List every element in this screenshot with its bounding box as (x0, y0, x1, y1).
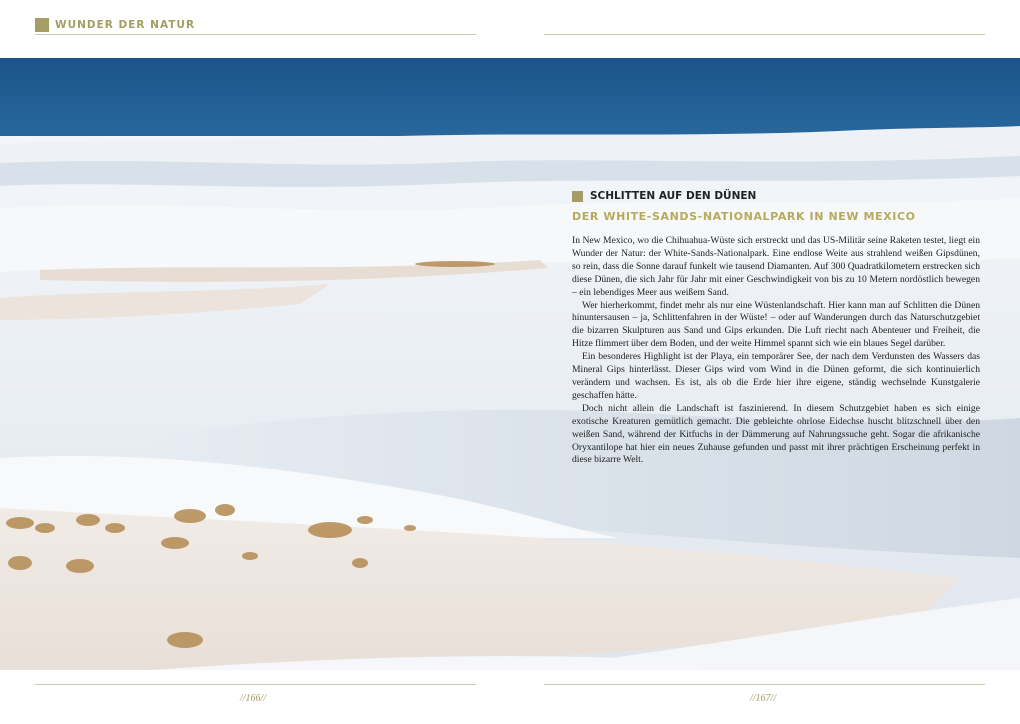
article-paragraph: Doch nicht allein die Landschaft ist faszinierend. In diesem Schutzgebiet haben es sich einige exotische Kreaturen gemütlich gemacht. Die gebleichte ohrlose Eidechse huscht blitzschnell über den weißen Sand, während der Kitfuchs in der Dämmerung auf Nahrungssuche geht. Sogar die afrikanische Oryxantilope hat hier ein neues Zuhause gefunden und passt mit ihrer prächtigen Erscheinung perfekt in diese bizarre Welt. (572, 402, 980, 466)
article-paragraph: In New Mexico, wo die Chihuahua-Wüste sich erstreckt und das US-Militär seine Raketen testet, liegt ein Wunder der Natur: der White-Sands-Nationalpark. Eine endlose Weite aus strahlend weißen Gipsdünen, so rein, dass die Sonne darauf funkelt wie tausend Diamanten. Auf 300 Quadratkilometern erstrecken sich diese Dünen, die sich Jahr für Jahr mit einer Geschwindigkeit von bis zu 10 Metern nordöstlich bewegen – ein lebendiges Meer aus weißem Sand. (572, 235, 980, 298)
running-header (35, 18, 195, 32)
header-rule-left (35, 34, 476, 35)
article-headline: DER WHITE-SANDS-NATIONALPARK IN NEW MEXICO (572, 210, 916, 223)
article-kicker (572, 190, 980, 202)
article-paragraph: Ein besonderes Highlight ist der Playa, ein temporärer See, der nach dem Verdunsten des Wassers das Mineral Gips hinterlässt. Dieser Gips wird vom Wind in die Dünen geformt, die sich kontinuierlich verändern und wachsen. Es ist, als ob die Erde hier ihre eigene, ständig wechselnde Kunstgalerie geschaffen hätte. (572, 351, 980, 401)
kicker-marker-icon (572, 191, 583, 202)
page-number-left: //166// (240, 693, 267, 704)
footer-rule-left (35, 684, 476, 685)
footer-rule-right (544, 684, 985, 685)
page-number-right: //167// (750, 693, 777, 704)
section-label: WUNDER DER NATUR (55, 19, 196, 31)
kicker-text: SCHLITTEN AUF DEN DÜNEN (590, 190, 757, 202)
header-rule-right (544, 34, 985, 35)
section-marker-icon (35, 18, 49, 32)
article-paragraph: Wer hierherkommt, findet mehr als nur eine Wüstenlandschaft. Hier kann man auf Schlitten die Dünen hinuntersausen – ja, Schlittenfahren in der Wüste! – oder auf Wanderungen durch das Naturschutzgebiet die bizarren Skulpturen aus Sand und Gips erkunden. Die Luft riecht nach Abenteuer und Freiheit, die Hitze flimmert über dem Boden, und der weite Himmel spannt sich wie ein blaues Segel darüber. (572, 299, 980, 350)
article (572, 190, 980, 467)
